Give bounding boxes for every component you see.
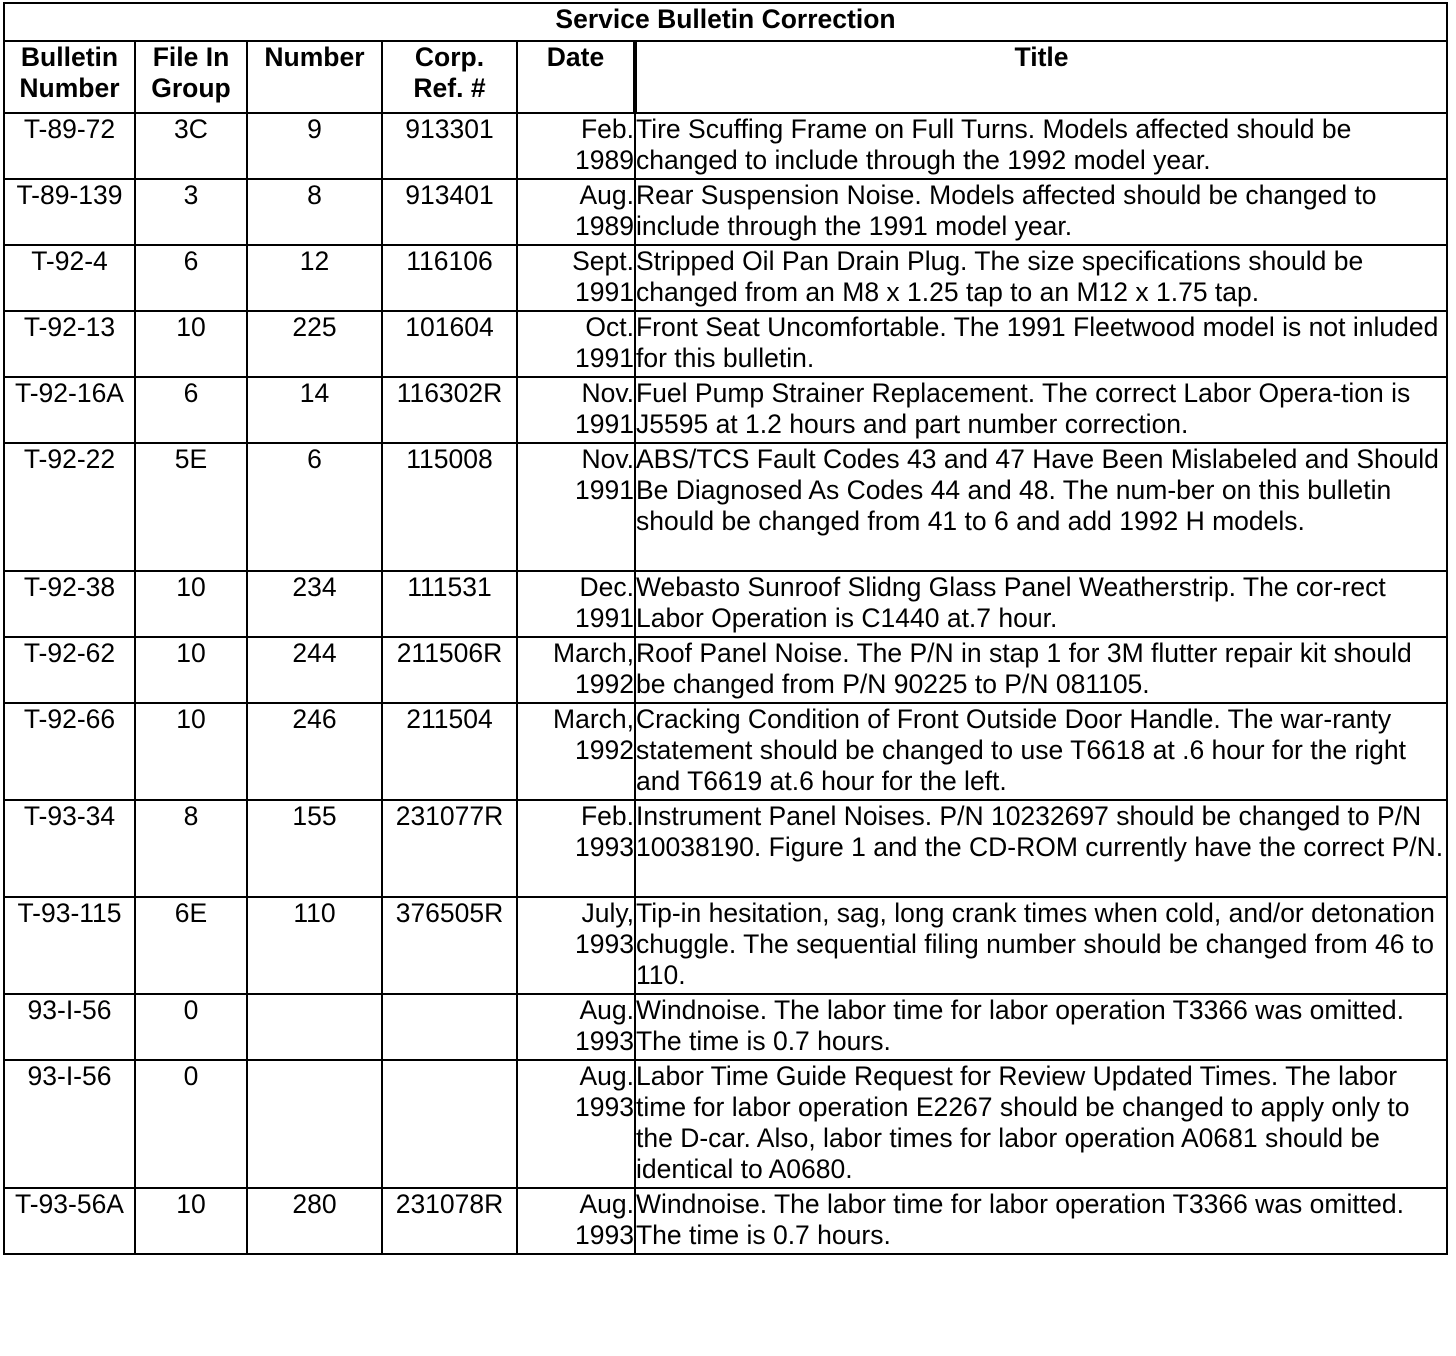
file-in-group-cell: 3C: [135, 113, 247, 179]
header-corp-ref: Corp. Ref. #: [382, 41, 517, 113]
title-cell: Labor Time Guide Request for Review Updated Times. The labor time for labor operation E2267 should be changed to apply only to the D-car. Also, labor times for labor operation A0681 should be identical to A0680.: [635, 1060, 1447, 1188]
header-row: [4, 41, 1447, 113]
table-row: [4, 571, 1447, 637]
file-in-group-cell: 8: [135, 800, 247, 897]
corp-ref-cell: 231077R: [382, 800, 517, 897]
table-row: [4, 1060, 1447, 1188]
file-in-group-cell: 6: [135, 245, 247, 311]
header-title: Title: [635, 41, 1447, 113]
date-cell: Feb. 1989: [517, 113, 635, 179]
file-in-group-cell: 6E: [135, 897, 247, 994]
table-row: [4, 443, 1447, 571]
table-title-row: [4, 3, 1447, 41]
number-cell: 246: [247, 703, 382, 800]
number-cell: 280: [247, 1188, 382, 1254]
title-cell: Fuel Pump Strainer Replacement. The correct Labor Opera-tion is J5595 at 1.2 hours and part number correction.: [635, 377, 1447, 443]
bulletin-number-cell: T-93-34: [4, 800, 135, 897]
bulletin-number-cell: T-92-66: [4, 703, 135, 800]
bulletin-number-cell: T-92-62: [4, 637, 135, 703]
date-cell: Aug. 1993: [517, 1060, 635, 1188]
file-in-group-cell: 10: [135, 311, 247, 377]
corp-ref-cell: 913301: [382, 113, 517, 179]
number-cell: 155: [247, 800, 382, 897]
corp-ref-cell: 101604: [382, 311, 517, 377]
file-in-group-cell: 10: [135, 571, 247, 637]
table-row: [4, 311, 1447, 377]
table-row: [4, 245, 1447, 311]
number-cell: 14: [247, 377, 382, 443]
file-in-group-cell: 5E: [135, 443, 247, 571]
bulletin-number-cell: T-92-22: [4, 443, 135, 571]
corp-ref-cell: [382, 994, 517, 1060]
file-in-group-cell: 3: [135, 179, 247, 245]
table-row: [4, 897, 1447, 994]
date-cell: Oct. 1991: [517, 311, 635, 377]
bulletin-number-cell: T-89-139: [4, 179, 135, 245]
corp-ref-cell: 913401: [382, 179, 517, 245]
date-cell: March, 1992: [517, 703, 635, 800]
header-bulletin-number: Bulletin Number: [4, 41, 135, 113]
number-cell: 225: [247, 311, 382, 377]
corp-ref-cell: 376505R: [382, 897, 517, 994]
date-cell: Nov. 1991: [517, 443, 635, 571]
table-title: Service Bulletin Correction: [4, 3, 1447, 41]
number-cell: 12: [247, 245, 382, 311]
date-cell: Aug. 1989: [517, 179, 635, 245]
bulletin-number-cell: T-92-13: [4, 311, 135, 377]
title-cell: Webasto Sunroof Slidng Glass Panel Weatherstrip. The cor-rect Labor Operation is C1440 at.7 hour.: [635, 571, 1447, 637]
number-cell: [247, 994, 382, 1060]
date-cell: Aug. 1993: [517, 1188, 635, 1254]
date-cell: July, 1993: [517, 897, 635, 994]
date-cell: Feb. 1993: [517, 800, 635, 897]
header-number: Number: [247, 41, 382, 113]
title-cell: ABS/TCS Fault Codes 43 and 47 Have Been Mislabeled and Should Be Diagnosed As Codes 44 and 48. The num-ber on this bulletin should be changed from 41 to 6 and add 1992 H models.: [635, 443, 1447, 571]
date-cell: March, 1992: [517, 637, 635, 703]
file-in-group-cell: 10: [135, 637, 247, 703]
file-in-group-cell: 0: [135, 1060, 247, 1188]
bulletin-number-cell: T-92-38: [4, 571, 135, 637]
table-row: [4, 113, 1447, 179]
title-cell: Windnoise. The labor time for labor operation T3366 was omitted. The time is 0.7 hours.: [635, 994, 1447, 1060]
title-cell: Stripped Oil Pan Drain Plug. The size specifications should be changed from an M8 x 1.25 tap to an M12 x 1.75 tap.: [635, 245, 1447, 311]
date-cell: Aug. 1993: [517, 994, 635, 1060]
file-in-group-cell: 6: [135, 377, 247, 443]
corp-ref-cell: 115008: [382, 443, 517, 571]
corp-ref-cell: 211506R: [382, 637, 517, 703]
corp-ref-cell: 111531: [382, 571, 517, 637]
title-cell: Cracking Condition of Front Outside Door Handle. The war-ranty statement should be changed to use T6618 at .6 hour for the right and T6619 at.6 hour for the left.: [635, 703, 1447, 800]
table-row: [4, 703, 1447, 800]
title-cell: Instrument Panel Noises. P/N 10232697 should be changed to P/N 10038190. Figure 1 and the CD-ROM currently have the correct P/N.: [635, 800, 1447, 897]
number-cell: 6: [247, 443, 382, 571]
number-cell: 244: [247, 637, 382, 703]
number-cell: 8: [247, 179, 382, 245]
file-in-group-cell: 10: [135, 703, 247, 800]
bulletin-number-cell: 93-I-56: [4, 1060, 135, 1188]
header-file-in-group: File In Group: [135, 41, 247, 113]
table-row: [4, 377, 1447, 443]
title-cell: Roof Panel Noise. The P/N in stap 1 for 3M flutter repair kit should be changed from P/N 90225 to P/N 081105.: [635, 637, 1447, 703]
table-row: [4, 637, 1447, 703]
header-date: Date: [517, 41, 635, 113]
number-cell: [247, 1060, 382, 1188]
bulletin-number-cell: T-93-56A: [4, 1188, 135, 1254]
table-row: [4, 1188, 1447, 1254]
number-cell: 9: [247, 113, 382, 179]
file-in-group-cell: 10: [135, 1188, 247, 1254]
bulletin-number-cell: T-89-72: [4, 113, 135, 179]
file-in-group-cell: 0: [135, 994, 247, 1060]
title-cell: Rear Suspension Noise. Models affected should be changed to include through the 1991 model year.: [635, 179, 1447, 245]
date-cell: Dec. 1991: [517, 571, 635, 637]
table-row: [4, 179, 1447, 245]
bulletin-number-cell: T-92-4: [4, 245, 135, 311]
corp-ref-cell: 116302R: [382, 377, 517, 443]
number-cell: 110: [247, 897, 382, 994]
table-row: [4, 800, 1447, 897]
date-cell: Nov. 1991: [517, 377, 635, 443]
title-cell: Front Seat Uncomfortable. The 1991 Fleetwood model is not inluded for this bulletin.: [635, 311, 1447, 377]
bulletin-number-cell: T-93-115: [4, 897, 135, 994]
title-cell: Tire Scuffing Frame on Full Turns. Models affected should be changed to include through the 1992 model year.: [635, 113, 1447, 179]
service-bulletin-table: [3, 2, 1448, 1255]
date-cell: Sept. 1991: [517, 245, 635, 311]
title-cell: Windnoise. The labor time for labor operation T3366 was omitted. The time is 0.7 hours.: [635, 1188, 1447, 1254]
title-cell: Tip-in hesitation, sag, long crank times when cold, and/or detonation chuggle. The sequential filing number should be changed from 46 to 110.: [635, 897, 1447, 994]
corp-ref-cell: 231078R: [382, 1188, 517, 1254]
corp-ref-cell: 211504: [382, 703, 517, 800]
number-cell: 234: [247, 571, 382, 637]
corp-ref-cell: [382, 1060, 517, 1188]
bulletin-number-cell: T-92-16A: [4, 377, 135, 443]
corp-ref-cell: 116106: [382, 245, 517, 311]
bulletin-number-cell: 93-I-56: [4, 994, 135, 1060]
table-row: [4, 994, 1447, 1060]
